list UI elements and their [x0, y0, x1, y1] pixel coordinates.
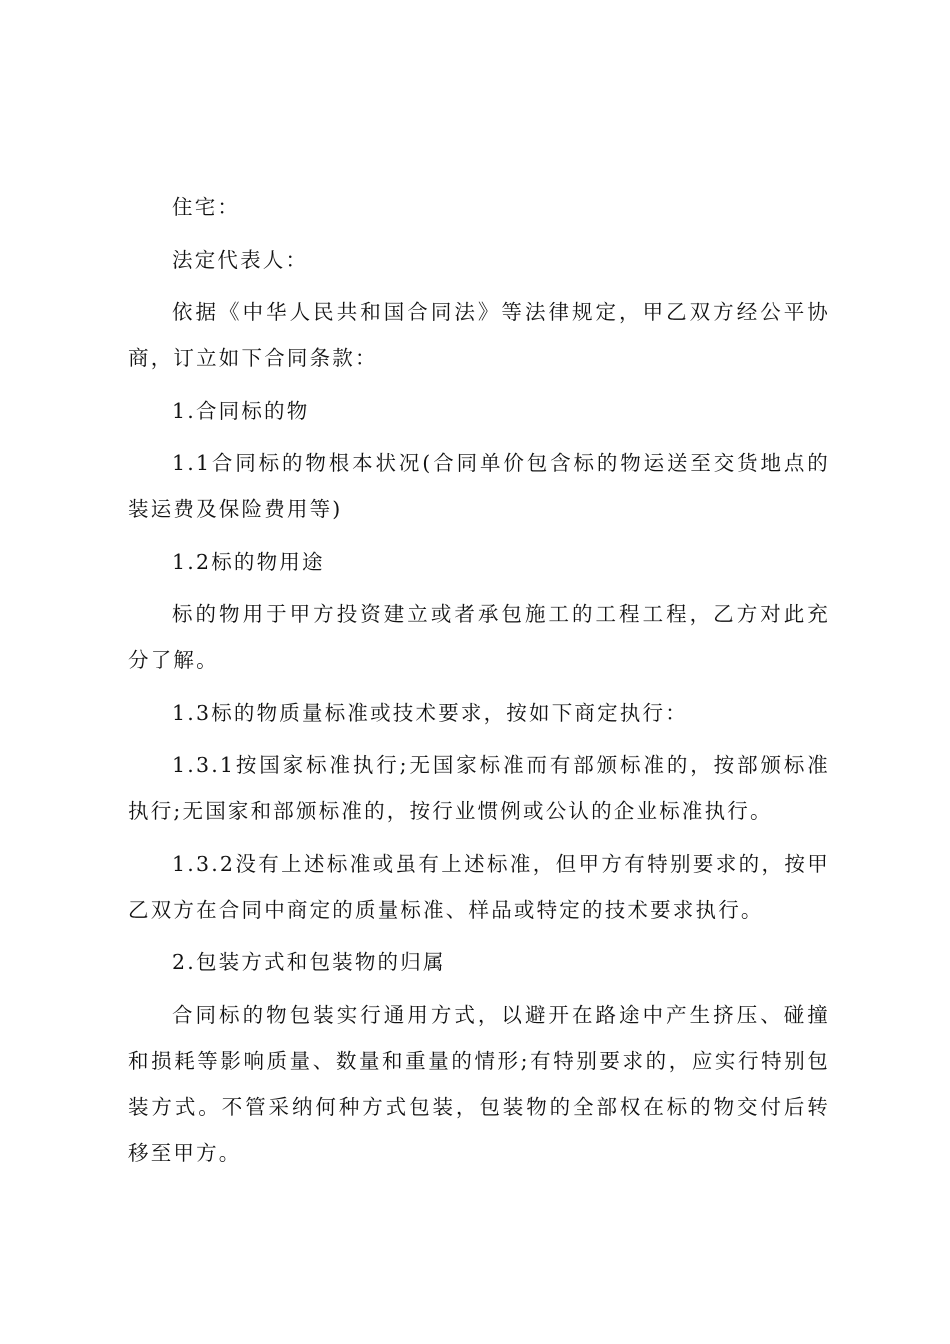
clause-1-2-body: 标的物用于甲方投资建立或者承包施工的工程工程，乙方对此充分了解。 — [128, 602, 830, 672]
legal-representative-line: 法定代表人： — [172, 247, 309, 272]
clause-1-3-2: 1.3.2没有上述标准或虽有上述标准，但甲方有特别要求的，按甲乙双方在合同中商定的质量标准、样品或特定的技术要求执行。 — [128, 851, 830, 922]
address-line: 住宅： — [172, 195, 241, 219]
clause-1-1: 1.1合同标的物根本状况(合同单价包含标的物运送至交货地点的装运费及保险费用等) — [128, 451, 830, 521]
section-heading-1: 1.合同标的物 — [172, 398, 310, 423]
clause-1-3: 1.3标的物质量标准或技术要求，按如下商定执行： — [172, 700, 688, 725]
clause-2-body: 合同标的物包装实行通用方式，以避开在路途中产生挤压、碰撞和损耗等影响质量、数量和重量的情形;有特别要求的，应实行特别包装方式。不管采纳何种方式包装，包装物的全部权在标的物交付后转移至甲方。 — [128, 1002, 830, 1165]
clause-1-2-heading: 1.2标的物用途 — [172, 549, 325, 574]
preamble-paragraph: 依据《中华人民共和国合同法》等法律规定，甲乙双方经公平协商，订立如下合同条款： — [128, 300, 830, 370]
section-heading-2: 2.包装方式和包装物的归属 — [172, 950, 446, 974]
clause-1-3-1: 1.3.1按国家标准执行;无国家标准而有部颁标准的，按部颁标准执行;无国家和部颁标准的，按行业惯例或公认的企业标准执行。 — [128, 753, 830, 823]
document-body — [128, 184, 830, 1182]
